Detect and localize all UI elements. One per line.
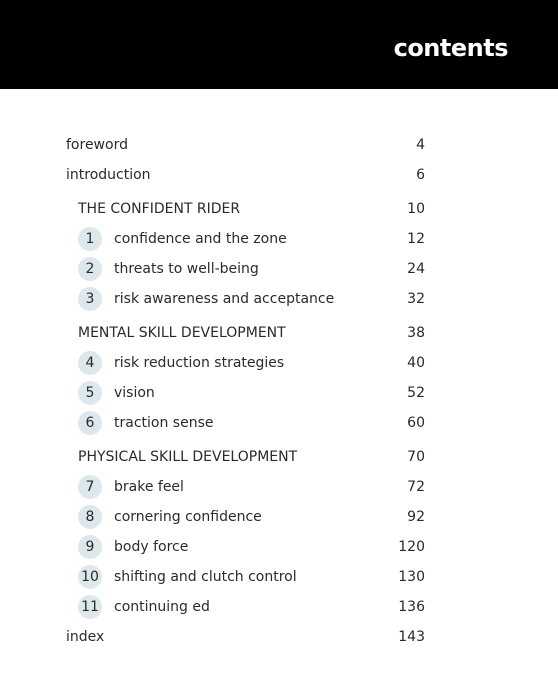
chapter-number-badge: 3 — [78, 287, 102, 311]
page-title: contents — [393, 34, 508, 62]
toc-page-number: 72 — [407, 479, 425, 495]
toc-chapter-row[interactable] — [0, 562, 558, 592]
chapter-title: confidence and the zone — [114, 231, 287, 247]
toc-page-number: 143 — [398, 629, 425, 645]
toc-label: foreword — [66, 137, 128, 153]
toc-chapter-row[interactable] — [0, 408, 558, 438]
toc-chapter-row[interactable] — [0, 592, 558, 622]
chapter-title: threats to well-being — [114, 261, 259, 277]
chapter-title: risk reduction strategies — [114, 355, 285, 371]
chapter-number-badge: 11 — [78, 595, 102, 619]
toc-label: index — [66, 629, 105, 645]
chapter-title: shifting and clutch control — [114, 569, 297, 585]
section-heading: PHYSICAL SKILL DEVELOPMENT — [78, 449, 298, 465]
chapter-number-badge: 6 — [78, 411, 102, 435]
toc-row-foreword[interactable] — [0, 130, 558, 160]
toc-page-number: 92 — [407, 509, 425, 525]
chapter-title: cornering confidence — [114, 509, 262, 525]
toc-page-number: 40 — [407, 355, 425, 371]
toc-chapter-row[interactable] — [0, 224, 558, 254]
chapter-number-badge: 8 — [78, 505, 102, 529]
chapter-title: risk awareness and acceptance — [114, 291, 335, 307]
toc-chapter-row[interactable] — [0, 502, 558, 532]
chapter-number-badge: 5 — [78, 381, 102, 405]
toc-page-number: 120 — [398, 539, 425, 555]
toc-chapter-row[interactable] — [0, 378, 558, 408]
toc-section-physical-skill[interactable] — [0, 442, 558, 472]
toc-label: introduction — [66, 167, 151, 183]
toc-page-number: 52 — [407, 385, 425, 401]
toc-section-mental-skill[interactable] — [0, 318, 558, 348]
section-heading: THE CONFIDENT RIDER — [78, 201, 241, 217]
chapter-title: body force — [114, 539, 189, 555]
toc-chapter-row[interactable] — [0, 532, 558, 562]
chapter-title: vision — [114, 385, 155, 401]
toc-page-number: 130 — [398, 569, 425, 585]
chapter-number-badge: 1 — [78, 227, 102, 251]
chapter-title: traction sense — [114, 415, 214, 431]
chapter-title: brake feel — [114, 479, 184, 495]
toc-page-number: 12 — [407, 231, 425, 247]
toc-page-number: 6 — [416, 167, 425, 183]
chapter-number-badge: 10 — [78, 565, 102, 589]
section-heading: MENTAL SKILL DEVELOPMENT — [78, 325, 286, 341]
chapter-number-badge: 7 — [78, 475, 102, 499]
toc-row-introduction[interactable] — [0, 160, 558, 190]
chapter-number-badge: 2 — [78, 257, 102, 281]
toc-page-number: 32 — [407, 291, 425, 307]
toc-page-number: 24 — [407, 261, 425, 277]
toc-page-number: 136 — [398, 599, 425, 615]
toc-page-number: 4 — [416, 137, 425, 153]
toc-chapter-row[interactable] — [0, 284, 558, 314]
toc-page-number: 70 — [407, 449, 425, 465]
toc-row-index[interactable] — [0, 622, 558, 652]
toc-chapter-row[interactable] — [0, 254, 558, 284]
toc-chapter-row[interactable] — [0, 348, 558, 378]
chapter-number-badge: 4 — [78, 351, 102, 375]
toc-page-number: 60 — [407, 415, 425, 431]
chapter-title: continuing ed — [114, 599, 210, 615]
toc-page-number: 10 — [407, 201, 425, 217]
toc-chapter-row[interactable] — [0, 472, 558, 502]
toc-section-confident-rider[interactable] — [0, 194, 558, 224]
toc-page-number: 38 — [407, 325, 425, 341]
chapter-number-badge: 9 — [78, 535, 102, 559]
